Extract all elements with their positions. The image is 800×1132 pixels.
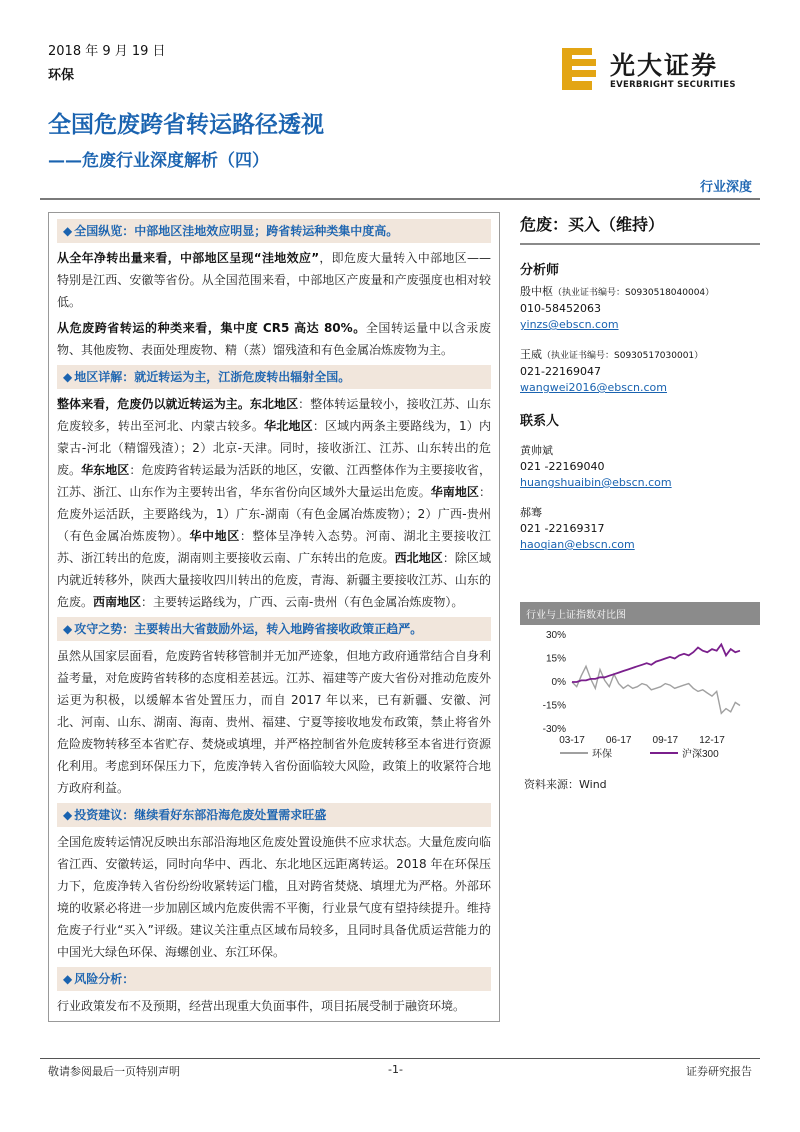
x-tick-label: 12-17	[699, 735, 725, 746]
analyst-card	[520, 347, 760, 396]
section-heading-text: 地区详解：就近转运为主，江浙危废转出辐射全国。	[74, 370, 351, 384]
section-heading-text: 全国纵览：中部地区洼地效应明显；跨省转运种类集中度高。	[74, 224, 399, 238]
report-title: 全国危废跨省转运路径透视	[48, 112, 324, 138]
bold-text: 东北地区	[249, 397, 299, 411]
summary-box	[48, 212, 500, 1022]
logo-name-cn: 光大证券	[610, 51, 719, 80]
legend-label: 环保	[592, 749, 612, 760]
analyst-email-row	[520, 380, 760, 396]
analyst-email-link[interactable]: yinzs@ebscn.com	[520, 318, 619, 331]
body-text: 全国转运量中以含汞废物、其他废物、表面处理废物、精（蒸）馏残渣和有色金属冶炼废物为主。	[57, 321, 491, 357]
body-text: 全国危废转运情况反映出东部沿海地区危废处置设施供不应求状态。大量危废向临省江西、安徽转运，同时向华中、西北、东北地区远距离转运。2018 年在环保压力下，危废净转入省份纷纷收紧转运门槛，且对跨省焚烧、填埋尤为严格。外部环境的收紧必将进一步加剧区域内危废供需不平衡，行业景气度有望持续提升。维持危废子行业“买入”评级。建议关注重点区域布局较多，且同时具备优质运营能力的中国光大绿色环保、海螺创业、东江环保。	[57, 835, 491, 959]
body-text: ：整体转运量较小，接收江苏、山东危废较多，转出至河北、内蒙古较多。	[57, 397, 491, 433]
body-text: ：整体呈净转入态势。河南、湖北主要接收江苏、浙江转出的危废，湖南则主要接收云南、广东转出的危废。	[57, 529, 491, 565]
contact-email-link[interactable]: huangshuaibin@ebscn.com	[520, 476, 672, 489]
bold-text: 从危废跨省转运的种类来看，集中度 CR5 高达 80%。	[57, 321, 366, 335]
report-subtitle: ——危废行业深度解析（四）	[48, 151, 269, 171]
body-text: ，即危废大量转入中部地区——特别是江西、安徽等省份。从全国范围来看，中部地区产废量和产废强度也相对较低。	[57, 251, 491, 309]
sector-label: 环保	[48, 68, 75, 83]
contact-phone: 021 -22169040	[520, 460, 605, 473]
section-heading	[57, 365, 491, 389]
diamond-icon: ◆	[63, 370, 73, 384]
section-heading	[57, 967, 491, 991]
logo-mark-icon	[560, 46, 600, 92]
analyst-license: （执业证书编号：S0930518040004）	[553, 288, 715, 298]
y-tick-label: -30%	[542, 724, 566, 735]
body-text: 虽然从国家层面看，危废跨省转移管制并无加严迹象，但地方政府通常结合自身利益考量，对危废跨省转移的态度相差甚远。江苏、福建等产废大省份对推动危废外运更为积极，以缓解本省处置压力，而自 2017 年以来，已有新疆、安徽、河北、河南、山东、湖南、海南、贵州、福建、宁夏等接收地发布政策，禁止将省外危险废物转移至本省贮存、焚烧或填埋，并严格控制省外危废转移至本省进行资源化利用。考虑到环保压力下，危废净转入省份面临较大风险，政策上的收紧符合地方政府利益。	[57, 649, 491, 795]
analyst-phone: 010-58452063	[520, 302, 601, 315]
body-text: ：主要转运路线为，广西、云南-贵州（有色金属冶炼废物）。	[141, 595, 464, 609]
section-heading	[57, 219, 491, 243]
footer-divider	[40, 1058, 760, 1059]
section-heading	[57, 617, 491, 641]
body-text: ：除区域内就近转移外，陕西大量接收四川转出的危废，青海、新疆主要接收江苏、山东的危废。	[57, 551, 491, 609]
section-heading	[57, 803, 491, 827]
section-paragraph	[57, 247, 491, 313]
series-line-huanbao	[572, 666, 740, 713]
analyst-license: （执业证书编号：S0930517030001）	[542, 351, 704, 361]
header-divider	[40, 198, 760, 200]
section-paragraph	[57, 317, 491, 361]
section-paragraph	[57, 645, 491, 799]
footer-report-label: 证券研究报告	[686, 1065, 752, 1078]
legend-label: 沪深300	[682, 749, 719, 760]
contact-card	[520, 505, 760, 553]
diamond-icon: ◆	[63, 972, 73, 986]
analyst-phone: 021-22169047	[520, 365, 601, 378]
risk-text: 行业政策发布不及预期，经营出现重大负面事件，项目拓展受制于融资环境。	[57, 999, 466, 1013]
bold-text: 西北地区	[394, 551, 443, 565]
bold-text: 华东地区	[81, 463, 130, 477]
contact-name: 黄帅斌	[520, 444, 553, 457]
contact-phone: 021 -22169317	[520, 522, 605, 535]
contact-name: 郝骞	[520, 506, 542, 519]
risk-heading: 风险分析：	[74, 972, 135, 986]
contact-email-row	[520, 537, 760, 553]
body-text: ：区域内两条主要路线为，1）内蒙古-河北（精馏残渣）；2）北京-天津。同时，接收浙江、江苏、山东转出的危废。	[57, 419, 491, 477]
contact-email-row	[520, 475, 760, 491]
sidebar	[520, 212, 760, 553]
chart-svg	[520, 625, 760, 775]
x-tick-label: 06-17	[605, 735, 632, 746]
everbright-logo	[560, 46, 760, 92]
section-heading-text: 投资建议：继续看好东部沿海危废处置需求旺盛	[74, 808, 327, 822]
analyst-email-link[interactable]: wangwei2016@ebscn.com	[520, 381, 667, 394]
analyst-name-line	[520, 347, 760, 364]
diamond-icon: ◆	[63, 808, 73, 822]
contact-name-line	[520, 505, 760, 521]
section-heading-text: 攻守之势：主要转出大省鼓励外运，转入地跨省接收政策正趋严。	[74, 622, 423, 636]
chart-title: 行业与上证指数对比图	[520, 602, 760, 625]
analyst-name: 殷中枢	[520, 285, 553, 298]
body-text: ：危废跨省转运最为活跃的地区，安徽、江西整体作为主要接收省，江苏、浙江、山东作为主要转出省，华东省份向区域外大量运出危废。	[57, 463, 491, 499]
section-paragraph	[57, 831, 491, 963]
report-date: 2018 年 9 月 19 日	[48, 44, 166, 59]
bold-text: 整体来看，危废仍以就近转运为主。	[57, 397, 250, 411]
diamond-icon: ◆	[63, 224, 73, 238]
footer-disclaimer: 敬请参阅最后一页特别声明	[48, 1065, 180, 1078]
contact-name-line	[520, 443, 760, 459]
analyst-name: 王威	[520, 348, 542, 361]
logo-name-en: EVERBRIGHT SECURITIES	[610, 80, 736, 90]
diamond-icon: ◆	[63, 622, 73, 636]
section-paragraph	[57, 393, 491, 613]
bold-text: 华南地区	[430, 485, 479, 499]
rating: 危废：买入（维持）	[520, 215, 665, 234]
bold-text: 西南地区	[93, 595, 142, 609]
bold-text: 从全年净转出量来看，中部地区呈现“洼地效应”	[57, 251, 320, 265]
analyst-name-line	[520, 284, 760, 301]
y-tick-label: -15%	[542, 700, 566, 712]
report-type: 行业深度	[699, 180, 752, 195]
y-tick-label: 0%	[551, 677, 566, 688]
contact-heading: 联系人	[520, 414, 560, 429]
body-text: ：危废外运活跃，主要路线为，1）广东-湖南（有色金属冶炼废物）；2）广西-贵州（有色金属冶炼废物）。	[57, 485, 491, 543]
data-source: 资料来源：Wind	[524, 778, 607, 791]
sections-container	[57, 219, 491, 963]
contact-card	[520, 443, 760, 491]
x-tick-label: 03-17	[559, 735, 585, 746]
analyst-card	[520, 284, 760, 333]
bold-text: 华中地区	[189, 529, 240, 543]
series-line-hs300	[572, 644, 740, 682]
bold-text: 华北地区	[264, 419, 313, 433]
analyst-list	[520, 284, 760, 396]
analyst-email-row	[520, 317, 760, 333]
rating-divider	[520, 243, 760, 245]
contact-email-link[interactable]: haoqian@ebscn.com	[520, 538, 635, 551]
page-number: -1-	[388, 1063, 403, 1076]
x-tick-label: 09-17	[652, 735, 679, 746]
y-tick-label: 30%	[545, 630, 566, 641]
contact-list	[520, 443, 760, 553]
y-tick-label: 15%	[545, 653, 566, 665]
comparison-chart	[520, 602, 760, 772]
main-content	[48, 206, 500, 1022]
analyst-heading: 分析师	[520, 263, 560, 278]
